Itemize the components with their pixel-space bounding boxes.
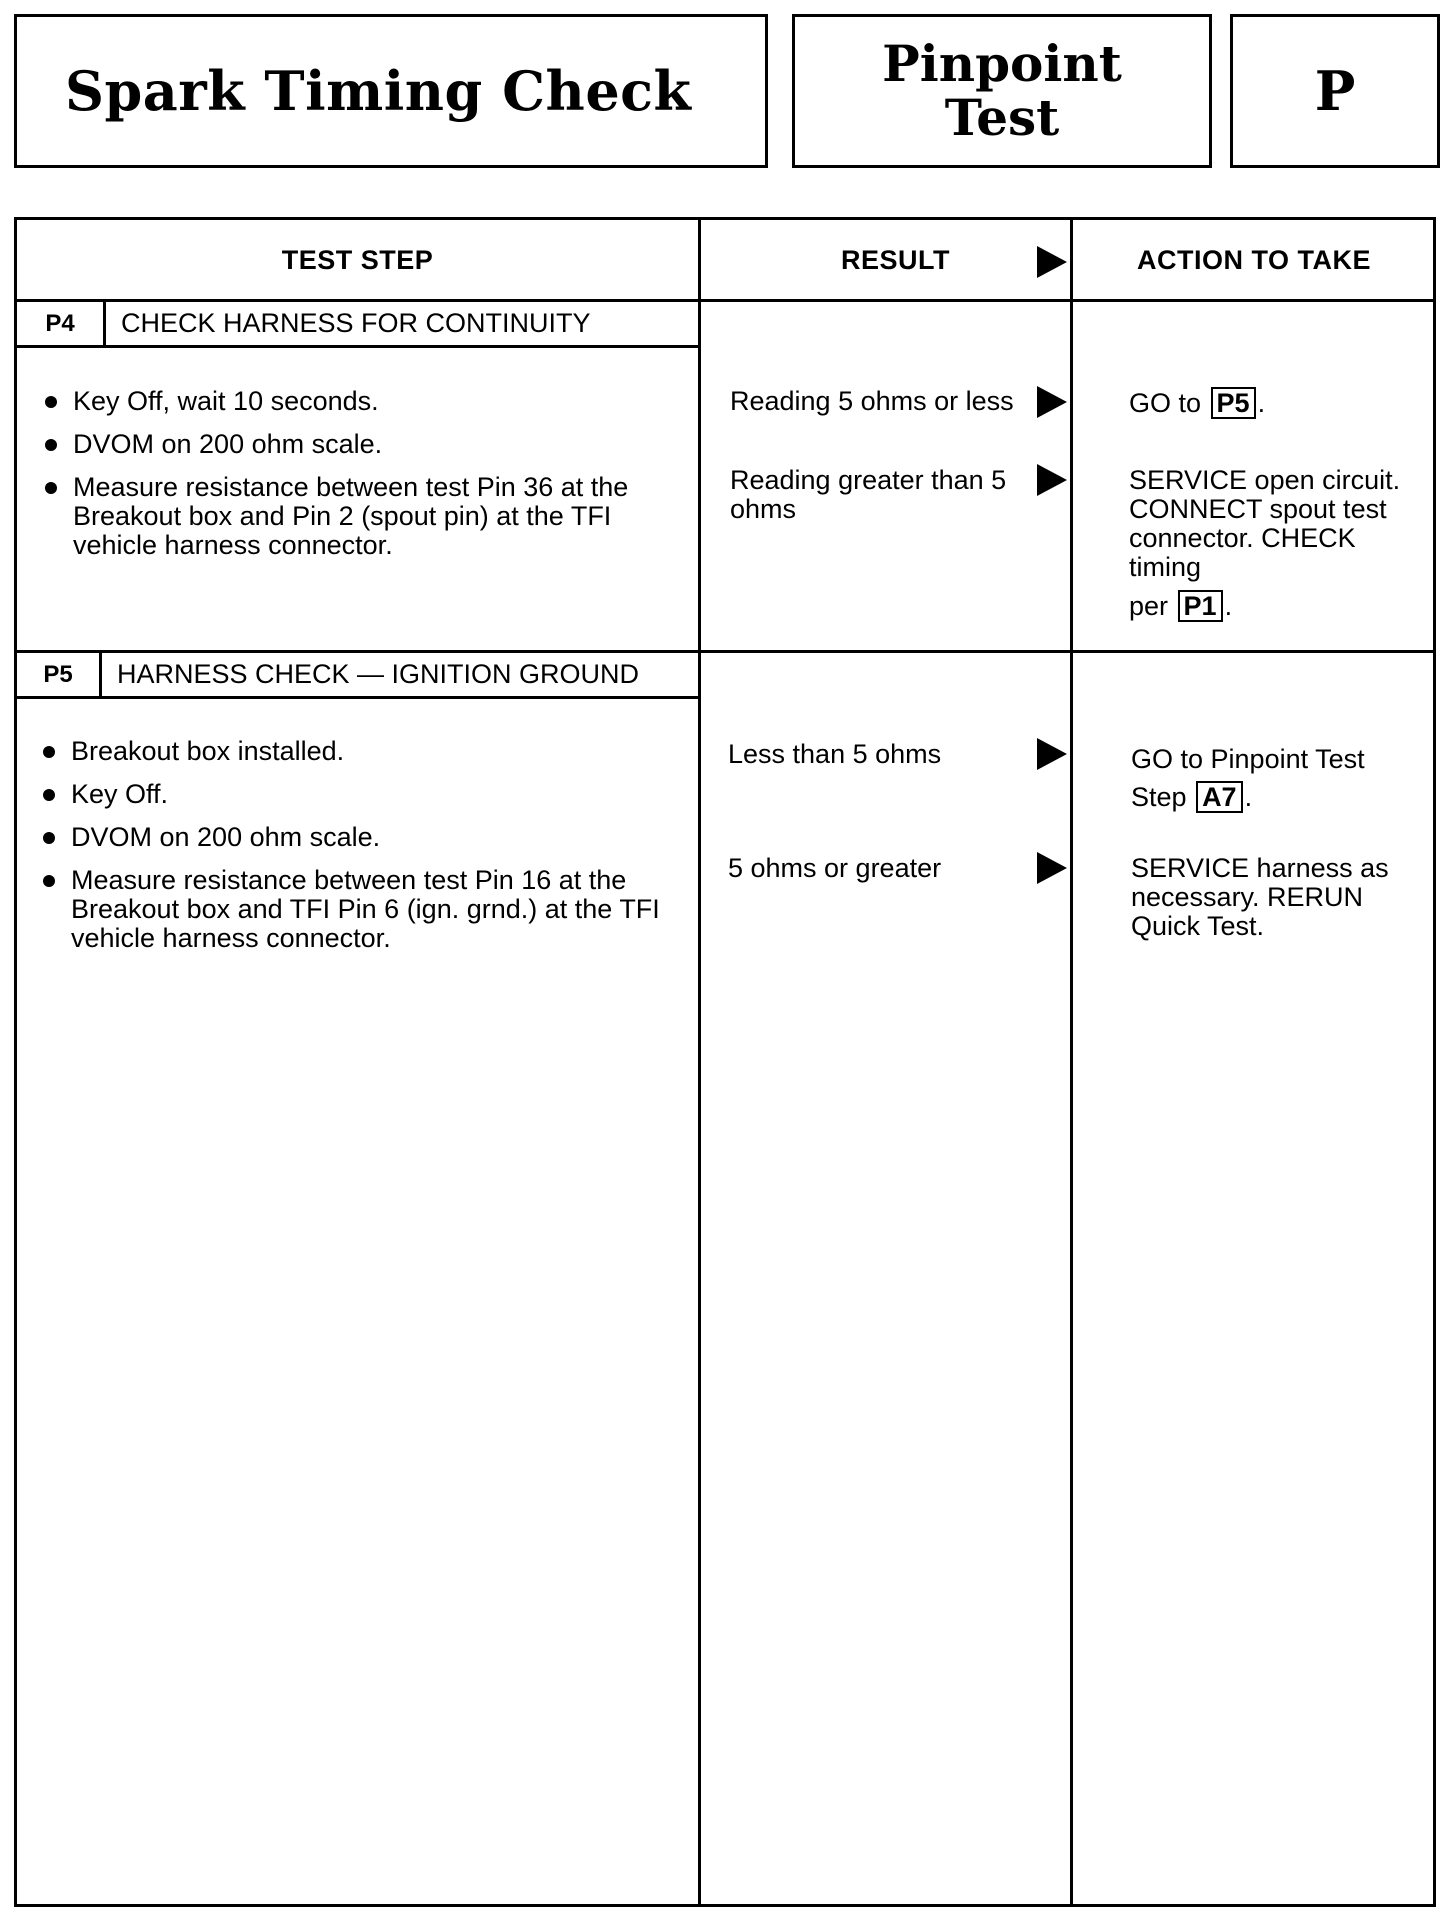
page-title: Spark Timing Check (65, 59, 692, 123)
arrow-icon (1037, 852, 1067, 884)
list-item: Key Off. (37, 780, 677, 809)
arrow-icon (1037, 246, 1067, 278)
p5-result-2: 5 ohms or greater (728, 853, 942, 883)
p5-action-1 (1131, 740, 1431, 816)
test-letter-box (1230, 14, 1440, 168)
arrow-icon (1037, 464, 1067, 496)
column-divider-2 (1070, 220, 1073, 1904)
step-ref-p1[interactable]: P1 (1178, 590, 1223, 622)
arrow-icon (1037, 386, 1067, 418)
p5-title-underline (17, 696, 701, 699)
list-item: Key Off, wait 10 seconds. (39, 387, 679, 416)
p4-action-1 (1129, 387, 1429, 419)
header-action: ACTION TO TAKE (1137, 244, 1371, 275)
title-box (14, 14, 768, 168)
p5-result-1: Less than 5 ohms (728, 739, 942, 769)
list-item: Measure resistance between test Pin 36 at the Breakout box and Pin 2 (spout pin) at the TFI vehicle harness connector. (39, 473, 679, 560)
column-divider-1 (698, 220, 701, 1904)
header-result: RESULT (841, 244, 950, 275)
p4-bullet-list (39, 387, 679, 574)
p4-action-2-suffix: . (1224, 591, 1233, 621)
list-item: Breakout box installed. (37, 737, 677, 766)
pinpoint-test-label (882, 34, 1122, 147)
p4-id-divider (103, 302, 106, 345)
list-item: DVOM on 200 ohm scale. (37, 823, 677, 852)
pinpoint-table (14, 217, 1436, 1907)
pinpoint-line1: Pinpoint (882, 34, 1122, 93)
step-title-p4: CHECK HARNESS FOR CONTINUITY (121, 308, 591, 338)
p5-bullet-list (37, 737, 677, 967)
p4-result-1: Reading 5 ohms or less (730, 386, 1014, 416)
p5-id-divider (99, 653, 102, 696)
p4-title-underline (17, 345, 701, 348)
step-ref-a7[interactable]: A7 (1196, 781, 1243, 813)
test-letter: P (1314, 59, 1356, 123)
p4-action-2 (1129, 466, 1429, 622)
header-test-step: TEST STEP (281, 244, 434, 275)
p4-result-2: Reading greater than 5 ohms (730, 465, 1007, 524)
p5-action-1-text: GO to Pinpoint Test (1131, 744, 1365, 774)
p5-action-1-step: Step (1131, 782, 1187, 812)
pinpoint-line2: Test (944, 88, 1060, 147)
step-title-p5: HARNESS CHECK — IGNITION GROUND (117, 659, 640, 689)
list-item: DVOM on 200 ohm scale. (39, 430, 679, 459)
step-id-p5: P5 (43, 660, 73, 688)
p4-action-1-suffix: . (1257, 388, 1266, 418)
list-item: Measure resistance between test Pin 16 at the Breakout box and TFI Pin 6 (ign. grnd.) at the TFI vehicle harness connector. (37, 866, 677, 953)
p4-action-1-text: GO to (1129, 388, 1202, 418)
arrow-icon (1037, 738, 1067, 770)
step-ref-p5[interactable]: P5 (1211, 387, 1256, 419)
p5-action-2: SERVICE harness as necessary. RERUN Quick Test. (1131, 853, 1389, 941)
step-id-p4: P4 (45, 309, 75, 337)
p4-action-2-text: SERVICE open circuit. CONNECT spout test connector. CHECK timing (1129, 465, 1401, 582)
p5-action-1-suffix: . (1244, 782, 1253, 812)
p4-action-2-per: per (1129, 591, 1169, 621)
pinpoint-test-box (792, 14, 1212, 168)
